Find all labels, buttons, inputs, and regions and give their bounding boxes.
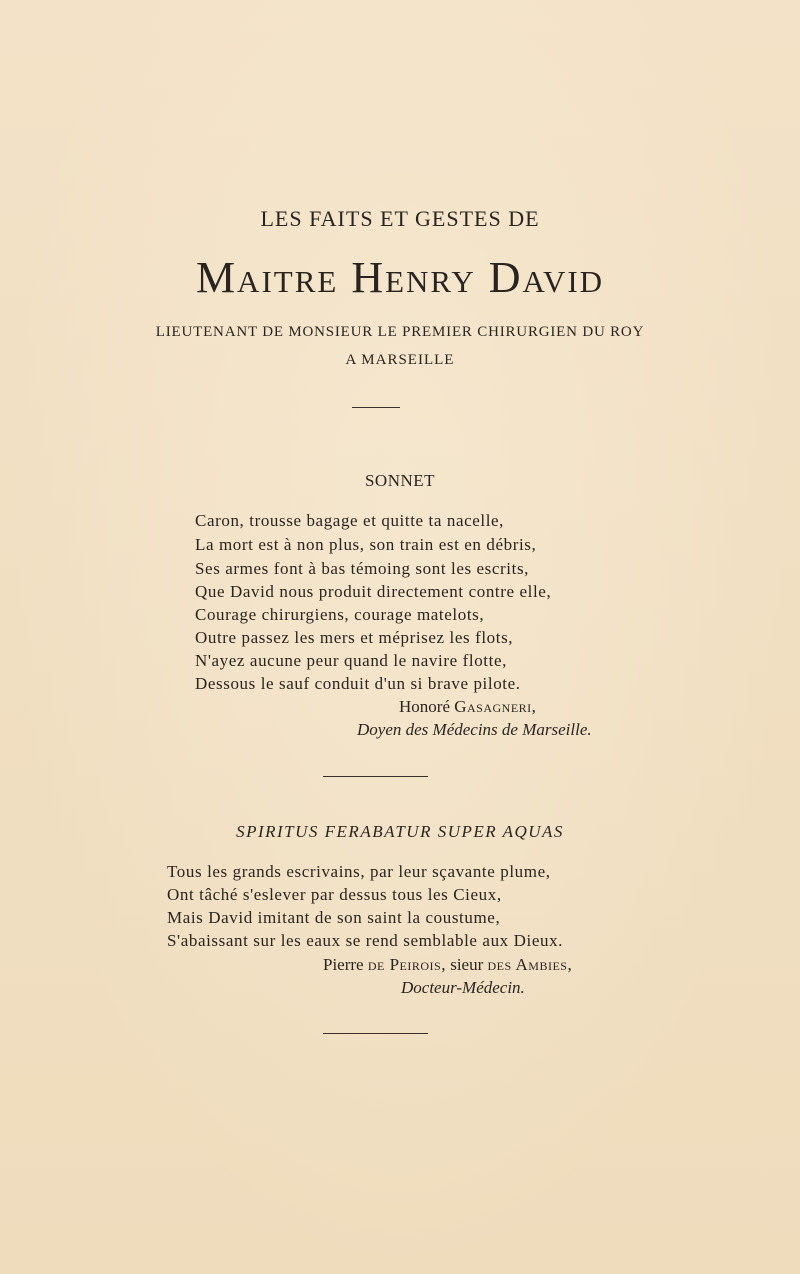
poem-line: Ont tâché s'eslever par dessus tous les Cieux, xyxy=(167,885,502,904)
signature-part-3: sieur xyxy=(450,955,484,974)
poem-signature xyxy=(323,955,572,975)
signature-firstname: Honoré xyxy=(399,697,450,716)
poem-line: S'abaissant sur les eaux se rend semblable aux Dieux. xyxy=(167,931,564,950)
latin-heading: SPIRITUS FERABATUR SUPER AQUAS xyxy=(236,822,564,841)
sonnet-line: Que David nous produit directement contre elle, xyxy=(195,582,552,601)
subtitle-line-1: LIEUTENANT DE MONSIEUR LE PREMIER CHIRURGIEN DU ROY xyxy=(155,324,645,340)
poem-line: Tous les grands escrivains, par leur sçavante plume, xyxy=(167,862,551,881)
sonnet-line: La mort est à non plus, son train est en débris, xyxy=(195,535,537,554)
signature-part-2: de Peirois, xyxy=(367,955,446,974)
sonnet-line: Courage chirurgiens, courage matelots, xyxy=(195,605,485,624)
signature-part-4: des Ambies, xyxy=(487,955,573,974)
sonnet-line: Outre passez les mers et méprisez les flots, xyxy=(195,628,514,647)
sonnet-line: Ses armes font à bas témoing sont les escrits, xyxy=(195,559,530,578)
divider-rule xyxy=(352,407,400,408)
pre-title: LES FAITS ET GESTES DE xyxy=(260,206,540,231)
poem-line: Mais David imitant de son saint la coustume, xyxy=(167,908,501,927)
signature-part-1: Pierre xyxy=(323,955,364,974)
sonnet-heading: SONNET xyxy=(364,471,436,490)
sonnet-signature-title: Doyen des Médecins de Marseille. xyxy=(357,720,592,739)
sonnet-line: Caron, trousse bagage et quitte ta nacelle, xyxy=(195,511,505,530)
divider-rule xyxy=(323,776,428,777)
subtitle-line-2: A MARSEILLE xyxy=(345,352,455,368)
sonnet-signature xyxy=(399,697,536,717)
divider-rule xyxy=(323,1033,428,1034)
sonnet-line: N'ayez aucune peur quand le navire flotte, xyxy=(195,651,507,670)
sonnet-line: Dessous le sauf conduit d'un si brave pilote. xyxy=(195,674,521,693)
main-title: Maitre Henry David xyxy=(195,253,605,302)
signature-surname: Gasagneri, xyxy=(454,697,537,716)
poem-signature-title: Docteur-Médecin. xyxy=(401,978,525,997)
